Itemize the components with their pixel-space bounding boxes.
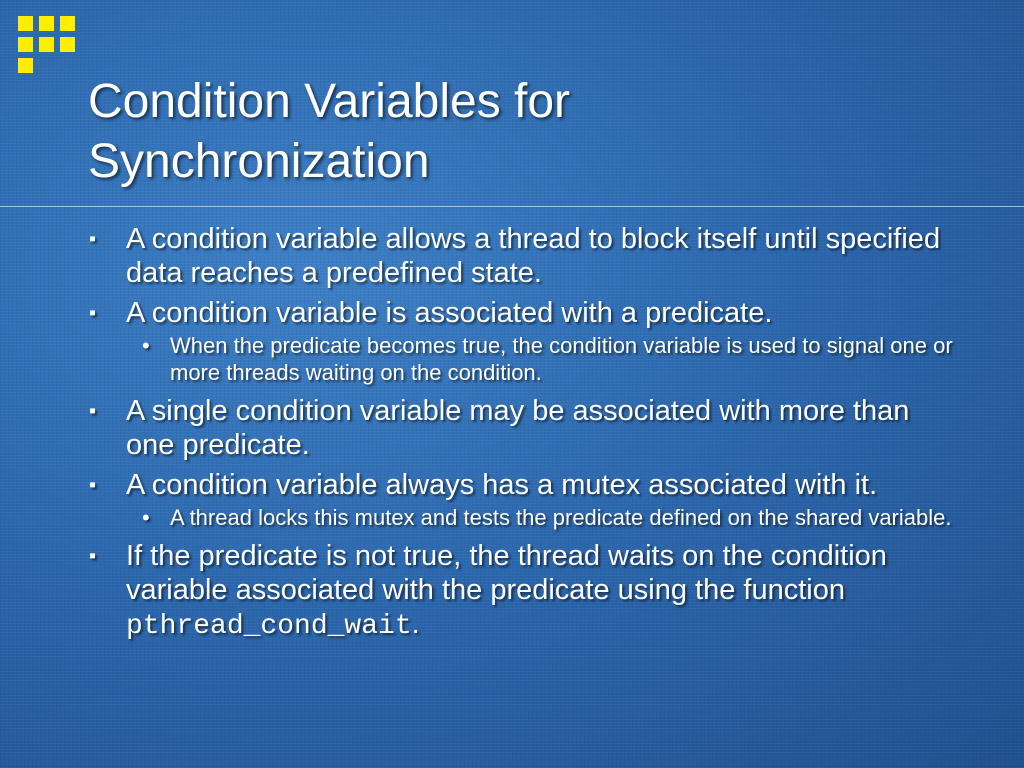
title-line-1: Condition Variables for — [88, 75, 571, 128]
slide-title — [88, 72, 988, 192]
sub-bullet-item — [142, 332, 970, 386]
square-bullet-icon: ▪ — [89, 228, 97, 250]
dot-bullet-icon: • — [142, 505, 150, 530]
square-bullet-icon: ▪ — [89, 400, 97, 422]
bullet-item — [89, 468, 956, 502]
logo-square — [39, 37, 54, 52]
bullet-item — [89, 222, 956, 290]
logo-icon — [18, 16, 88, 86]
bullet-item — [89, 394, 956, 462]
bullet-text: A condition variable is associated with a predicate. — [126, 297, 773, 329]
bullet-text: A condition variable always has a mutex associated with it. — [126, 469, 878, 501]
bullet-item — [89, 296, 956, 330]
sub-bullet-text: When the predicate becomes true, the condition variable is used to signal one or more threads waiting on the condition. — [170, 333, 953, 385]
square-bullet-icon: ▪ — [89, 545, 97, 567]
logo-square — [60, 37, 75, 52]
title-line-2: Synchronization — [88, 135, 430, 188]
bullet-text: A single condition variable may be associated with more than one predicate. — [126, 395, 910, 461]
bullet-text: A condition variable allows a thread to block itself until specified data reaches a predefined state. — [126, 223, 941, 289]
square-bullet-icon: ▪ — [89, 302, 97, 324]
bullet-text: If the predicate is not true, the thread waits on the condition variable associated with the predicate using the function — [126, 540, 887, 606]
logo-square — [18, 16, 33, 31]
logo-square — [18, 37, 33, 52]
logo-square — [60, 16, 75, 31]
slide-body — [0, 222, 1024, 650]
sub-bullet-item — [142, 504, 970, 531]
logo-square — [18, 58, 33, 73]
function-name-code: pthread_cond_wait — [126, 611, 412, 642]
square-bullet-icon: ▪ — [89, 474, 97, 496]
sub-bullet-text: A thread locks this mutex and tests the predicate defined on the shared variable. — [170, 505, 952, 530]
dot-bullet-icon: • — [142, 333, 150, 358]
title-divider — [0, 206, 1024, 207]
bullet-item — [89, 539, 956, 644]
logo-square — [39, 16, 54, 31]
bullet-period: . — [411, 608, 420, 640]
